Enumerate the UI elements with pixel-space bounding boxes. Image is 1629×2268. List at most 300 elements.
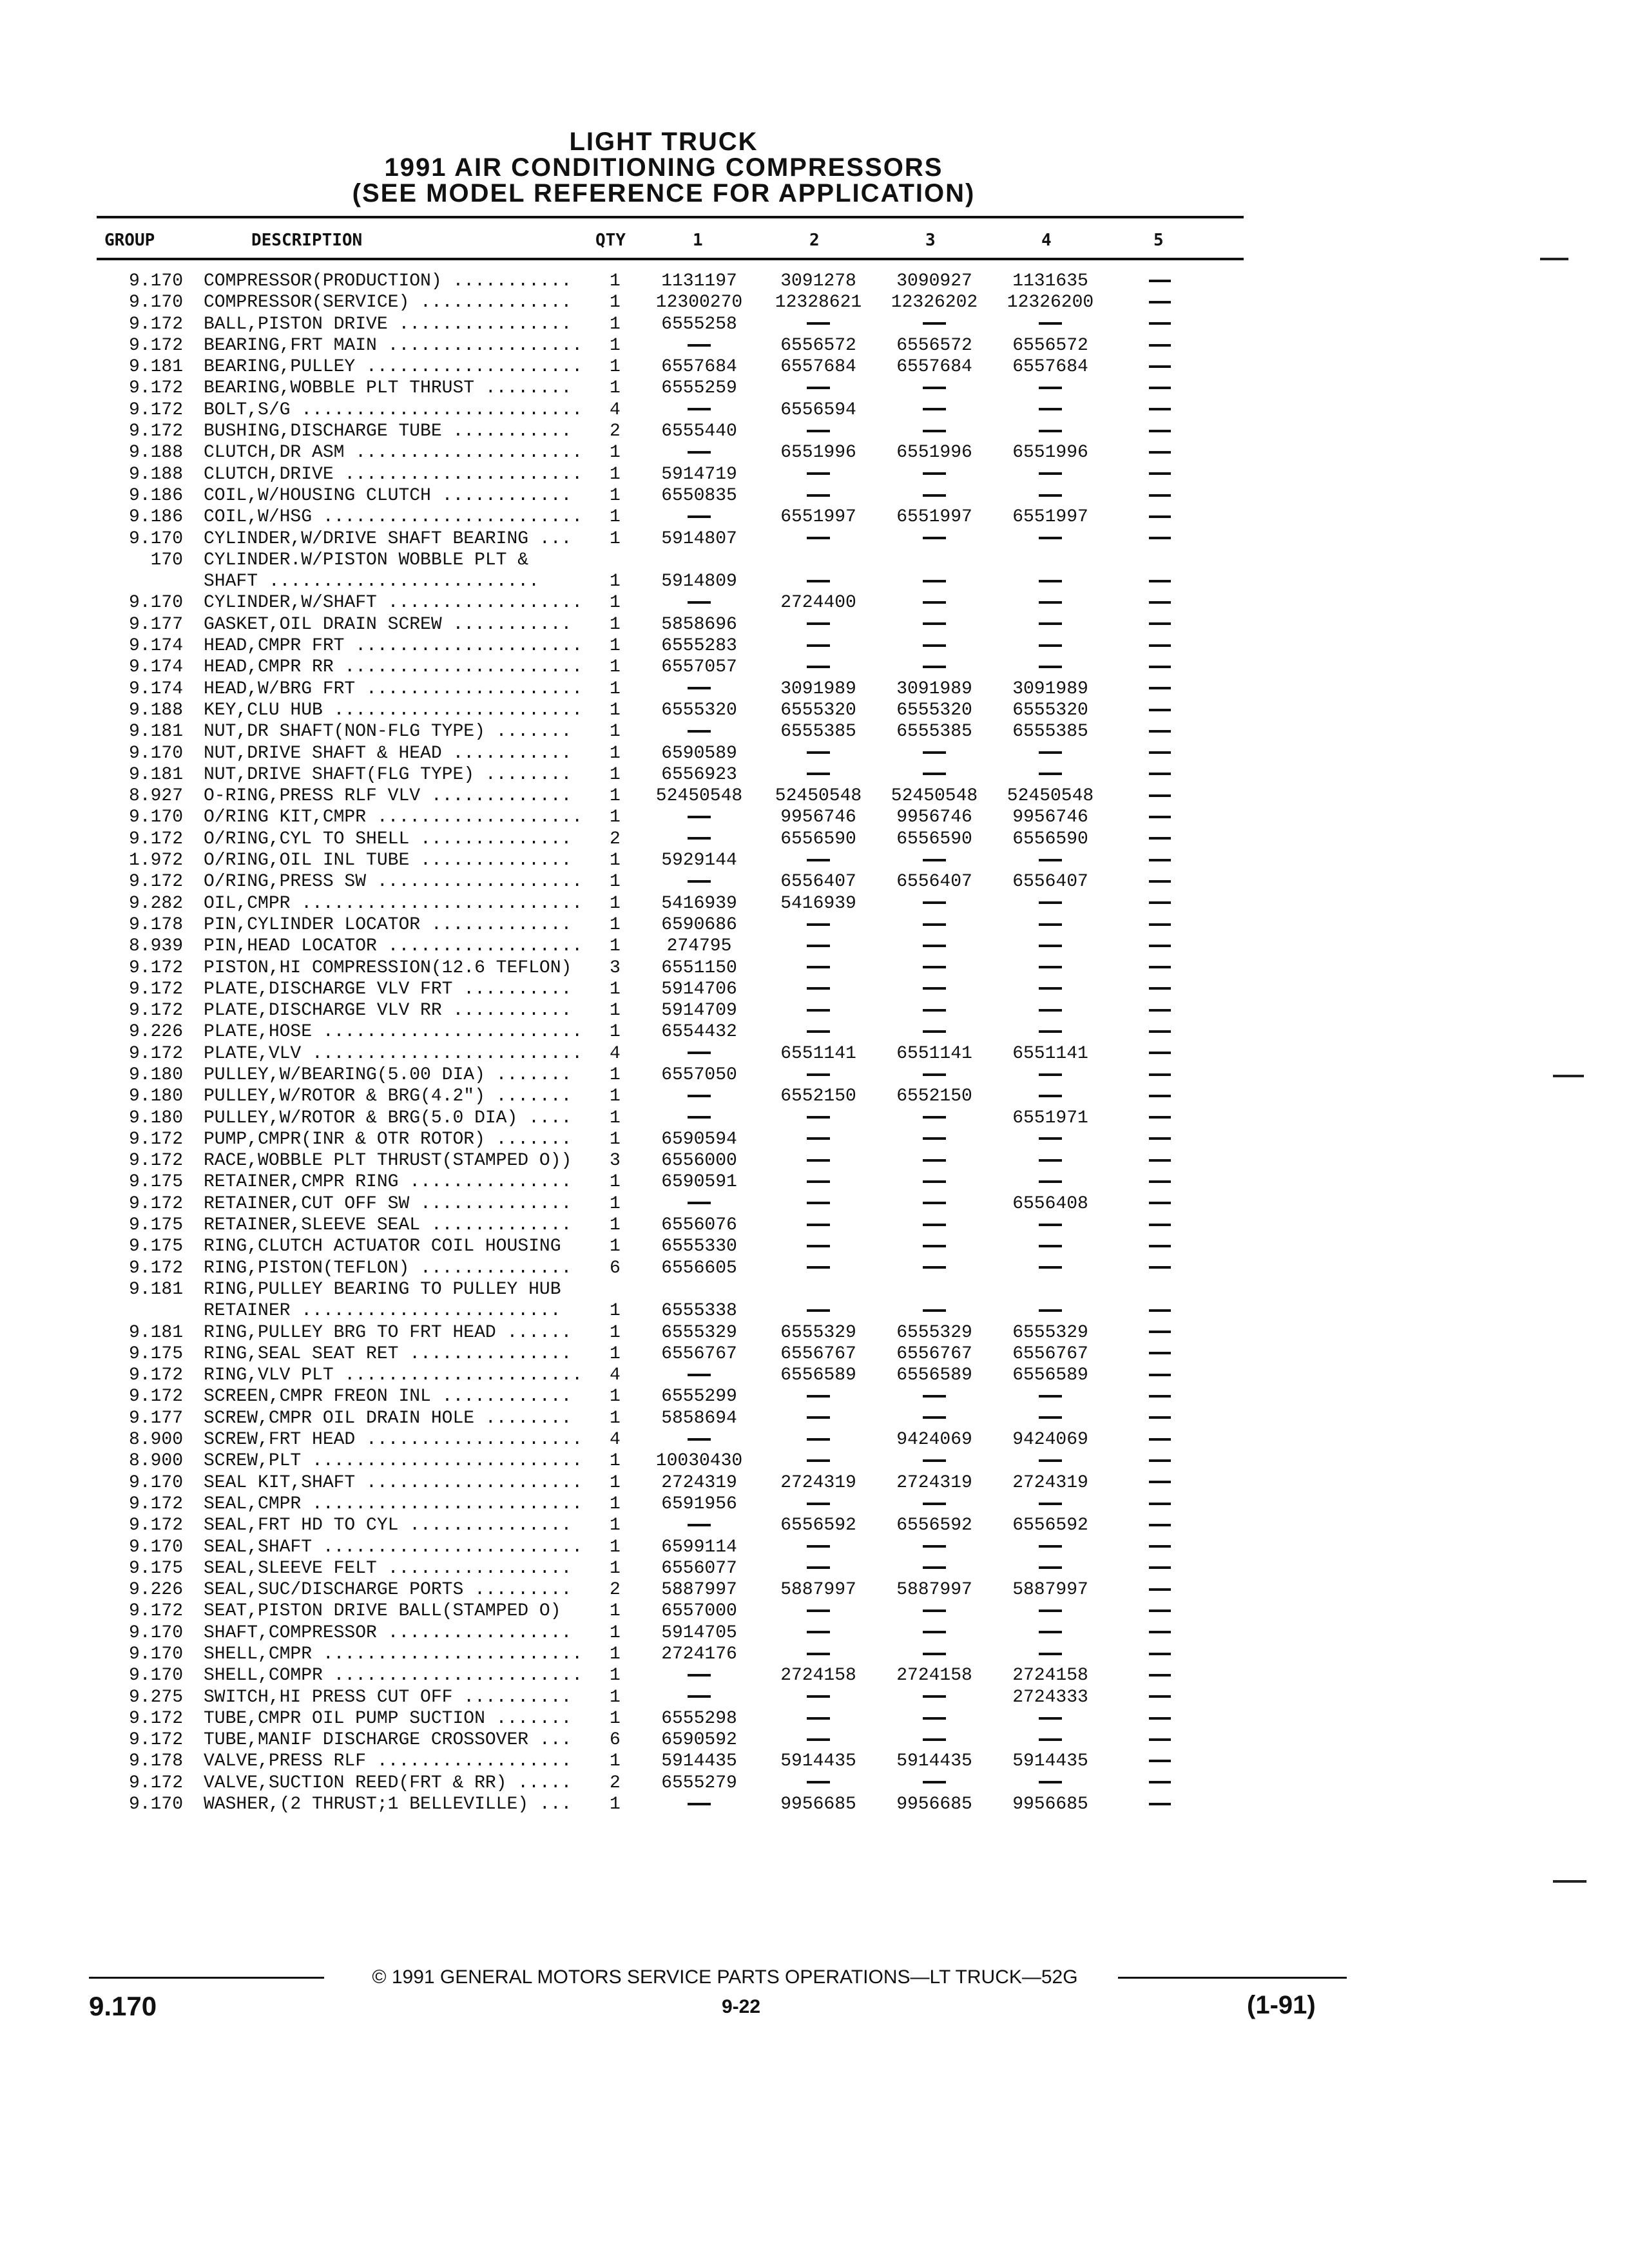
part-number-col-1: 5914705 — [661, 1622, 737, 1643]
part-number-col-4 — [989, 464, 1112, 485]
part-number-col-3 — [873, 1644, 996, 1665]
group-cell: 9.186 — [128, 507, 183, 528]
not-applicable-dash — [688, 1803, 711, 1805]
part-number-col-4 — [989, 850, 1112, 871]
not-applicable-dash — [923, 494, 946, 497]
part-number-col-3: 6556572 — [896, 335, 972, 356]
not-applicable-dash — [807, 1738, 830, 1741]
part-number-col-2 — [757, 850, 880, 871]
part-number-col-2 — [757, 764, 880, 785]
part-number-col-5 — [1147, 1236, 1173, 1257]
not-applicable-dash — [923, 1631, 946, 1633]
qty-cell: 1 — [610, 786, 621, 807]
group-cell: 9.170 — [128, 1644, 183, 1664]
group-cell: 8.900 — [128, 1430, 183, 1450]
part-number-col-1 — [638, 829, 760, 850]
group-cell: 9.172 — [128, 1387, 183, 1407]
table-row — [0, 1729, 1629, 1751]
not-applicable-dash — [807, 1030, 830, 1033]
part-number-col-4 — [989, 1558, 1112, 1579]
not-applicable-dash — [1039, 537, 1062, 539]
not-applicable-dash — [923, 1566, 946, 1569]
part-number-col-4 — [989, 1644, 1112, 1665]
qty-cell: 6 — [610, 1730, 621, 1751]
not-applicable-dash — [807, 773, 830, 775]
part-number-col-3: 5914435 — [896, 1751, 972, 1772]
part-number-col-5 — [1147, 893, 1173, 914]
qty-cell: 1 — [610, 893, 621, 914]
table-row — [0, 1472, 1629, 1494]
not-applicable-dash — [1149, 945, 1171, 947]
not-applicable-dash — [807, 1717, 830, 1720]
part-number-col-5 — [1147, 850, 1173, 871]
table-row — [0, 314, 1629, 335]
not-applicable-dash — [1149, 1309, 1171, 1312]
part-number-col-3 — [873, 571, 996, 592]
qty-cell: 3 — [610, 957, 621, 978]
not-applicable-dash — [1149, 515, 1171, 518]
part-number-col-1: 6555298 — [661, 1708, 737, 1729]
part-number-col-1: 5914435 — [661, 1751, 737, 1772]
group-cell: 9.172 — [128, 1001, 183, 1021]
group-cell: 9.175 — [128, 1172, 183, 1193]
part-number-col-3: 6555329 — [896, 1322, 972, 1343]
group-cell: 9.188 — [128, 700, 183, 720]
not-applicable-dash — [923, 1503, 946, 1505]
group-cell: 9.172 — [128, 1365, 183, 1386]
part-number-col-4 — [989, 936, 1112, 957]
description-cell: BEARING,PULLEY .................... — [204, 357, 583, 378]
group-cell: 9.186 — [128, 485, 183, 506]
not-applicable-dash — [1039, 1159, 1062, 1162]
not-applicable-dash — [1149, 1588, 1171, 1591]
not-applicable-dash — [688, 1674, 711, 1677]
not-applicable-dash — [923, 751, 946, 754]
qty-cell: 1 — [610, 700, 621, 720]
part-number-col-1: 6556077 — [661, 1558, 737, 1579]
part-number-col-4: 6551997 — [1012, 507, 1088, 528]
description-cell: BUSHING,DISCHARGE TUBE ........... — [204, 421, 572, 442]
not-applicable-dash — [807, 1438, 830, 1441]
qty-cell: 2 — [610, 1580, 621, 1600]
not-applicable-dash — [1149, 537, 1171, 539]
description-cell: SEAL,FRT HD TO CYL ............... — [204, 1515, 572, 1536]
description-cell: RACE,WOBBLE PLT THRUST(STAMPED O)) — [204, 1151, 572, 1171]
part-number-col-4 — [989, 1215, 1112, 1236]
part-number-col-5 — [1147, 871, 1173, 892]
description-cell: CYLINDER,W/SHAFT .................. — [204, 593, 583, 613]
part-number-col-1 — [638, 442, 760, 463]
part-number-col-3 — [873, 893, 996, 914]
group-cell: 9.170 — [128, 743, 183, 764]
part-number-col-4: 6556767 — [1012, 1343, 1088, 1364]
part-number-col-3: 12326202 — [891, 293, 978, 313]
not-applicable-dash — [1039, 923, 1062, 926]
not-applicable-dash — [1149, 494, 1171, 497]
group-cell: 9.172 — [128, 378, 183, 399]
not-applicable-dash — [1149, 730, 1171, 733]
part-number-col-3 — [873, 1021, 996, 1043]
header-col-1: 1 — [693, 231, 703, 250]
part-number-col-3 — [873, 1600, 996, 1622]
table-row — [0, 421, 1629, 442]
part-number-col-3 — [873, 1687, 996, 1708]
description-cell: CYLINDER.W/PISTON WOBBLE PLT & — [204, 550, 529, 570]
part-number-col-3: 6552150 — [896, 1086, 972, 1107]
not-applicable-dash — [807, 1610, 830, 1612]
not-applicable-dash — [1149, 1137, 1171, 1140]
part-number-col-1 — [638, 335, 760, 356]
not-applicable-dash — [923, 859, 946, 861]
qty-cell: 1 — [610, 314, 621, 334]
not-applicable-dash — [923, 773, 946, 775]
part-number-col-4 — [989, 1729, 1112, 1751]
part-number-col-5 — [1147, 743, 1173, 764]
part-number-col-4: 6556572 — [1012, 335, 1088, 356]
group-cell: 9.172 — [128, 1258, 183, 1278]
part-number-col-5 — [1147, 399, 1173, 421]
part-number-col-2 — [757, 657, 880, 678]
table-row — [0, 292, 1629, 313]
qty-cell: 2 — [610, 829, 621, 849]
part-number-col-4: 6556407 — [1012, 872, 1088, 892]
table-row — [0, 1687, 1629, 1708]
table-row — [0, 378, 1629, 399]
not-applicable-dash — [1149, 1481, 1171, 1483]
part-number-col-4: 52450548 — [1007, 786, 1094, 807]
part-number-col-4 — [989, 1150, 1112, 1171]
not-applicable-dash — [923, 1738, 946, 1741]
description-cell: VALVE,PRESS RLF .................. — [204, 1751, 572, 1772]
part-number-col-5 — [1147, 1537, 1173, 1558]
not-applicable-dash — [807, 1245, 830, 1247]
part-number-col-1 — [638, 1665, 760, 1686]
part-number-col-1: 1131197 — [661, 271, 737, 291]
part-number-col-3 — [873, 592, 996, 613]
not-applicable-dash — [807, 1566, 830, 1569]
not-applicable-dash — [1039, 1416, 1062, 1419]
group-cell: 9.188 — [128, 443, 183, 463]
not-applicable-dash — [807, 751, 830, 754]
part-number-col-5 — [1147, 678, 1173, 700]
group-cell: 9.172 — [128, 1151, 183, 1171]
group-cell: 9.181 — [128, 764, 183, 785]
not-applicable-dash — [807, 1309, 830, 1312]
description-cell: SCREW,PLT ......................... — [204, 1451, 583, 1472]
not-applicable-dash — [1039, 773, 1062, 775]
description-cell: RETAINER,CMPR RING ............... — [204, 1172, 572, 1193]
table-row — [0, 592, 1629, 613]
description-cell: PIN,CYLINDER LOCATOR ............. — [204, 914, 572, 935]
part-number-col-3: 2724319 — [896, 1472, 972, 1493]
part-number-col-5 — [1147, 1687, 1173, 1708]
footer-group-ref: 9.170 — [89, 1991, 157, 2021]
table-row — [0, 1021, 1629, 1043]
qty-cell: 1 — [610, 1472, 621, 1493]
description-cell: HEAD,W/BRG FRT .................... — [204, 678, 583, 699]
part-number-col-5 — [1147, 1108, 1173, 1129]
part-number-col-1 — [638, 592, 760, 613]
table-row — [0, 1043, 1629, 1064]
not-applicable-dash — [1149, 773, 1171, 775]
not-applicable-dash — [807, 1416, 830, 1419]
part-number-col-1: 6555279 — [661, 1773, 737, 1793]
not-applicable-dash — [1149, 301, 1171, 303]
not-applicable-dash — [807, 387, 830, 389]
not-applicable-dash — [807, 1266, 830, 1269]
part-number-col-2 — [757, 1708, 880, 1729]
not-applicable-dash — [1039, 987, 1062, 990]
not-applicable-dash — [1149, 1116, 1171, 1119]
description-cell: BOLT,S/G .......................... — [204, 399, 583, 420]
not-applicable-dash — [1149, 1459, 1171, 1462]
table-row — [0, 1150, 1629, 1171]
not-applicable-dash — [1149, 794, 1171, 797]
group-cell: 9.180 — [128, 1064, 183, 1085]
part-number-col-1: 6590686 — [661, 914, 737, 935]
part-number-col-2 — [757, 464, 880, 485]
not-applicable-dash — [923, 472, 946, 475]
part-number-col-4 — [989, 421, 1112, 442]
not-applicable-dash — [1149, 1352, 1171, 1354]
description-cell: CYLINDER,W/DRIVE SHAFT BEARING ... — [204, 528, 572, 549]
not-applicable-dash — [1149, 1610, 1171, 1612]
group-cell: 9.172 — [128, 979, 183, 999]
part-number-col-3: 5887997 — [896, 1580, 972, 1600]
not-applicable-dash — [1149, 1503, 1171, 1505]
part-number-col-4 — [989, 1064, 1112, 1086]
part-number-col-2 — [757, 1600, 880, 1622]
part-number-col-2: 6555320 — [780, 700, 856, 720]
part-number-col-1: 6599114 — [661, 1537, 737, 1557]
not-applicable-dash — [1039, 1095, 1062, 1097]
table-row — [0, 1193, 1629, 1215]
not-applicable-dash — [1149, 1052, 1171, 1054]
group-cell: 9.175 — [128, 1215, 183, 1236]
part-number-col-4 — [989, 635, 1112, 657]
part-number-col-5 — [1147, 1322, 1173, 1343]
not-applicable-dash — [1149, 1245, 1171, 1247]
not-applicable-dash — [1149, 687, 1171, 689]
part-number-col-2 — [757, 1429, 880, 1450]
description-cell: PLATE,VLV ......................... — [204, 1043, 583, 1064]
part-number-col-1: 6554432 — [661, 1022, 737, 1043]
part-number-col-3 — [873, 850, 996, 871]
table-row — [0, 1794, 1629, 1815]
not-applicable-dash — [1039, 580, 1062, 582]
part-number-col-2: 6556767 — [780, 1343, 856, 1364]
not-applicable-dash — [807, 1202, 830, 1204]
part-number-col-3 — [873, 614, 996, 635]
part-number-col-1: 6556767 — [661, 1343, 737, 1364]
part-number-col-3: 6556592 — [896, 1515, 972, 1536]
description-cell: RETAINER,CUT OFF SW .............. — [204, 1193, 572, 1214]
table-row — [0, 1258, 1629, 1279]
part-number-col-1 — [638, 1515, 760, 1536]
qty-cell: 1 — [610, 1794, 621, 1815]
qty-cell: 1 — [610, 464, 621, 485]
table-row — [0, 335, 1629, 356]
group-cell: 9.180 — [128, 1108, 183, 1128]
part-number-col-1: 6555259 — [661, 378, 737, 399]
group-cell: 9.172 — [128, 1708, 183, 1729]
group-cell: 8.927 — [128, 786, 183, 807]
not-applicable-dash — [807, 923, 830, 926]
part-number-col-3 — [873, 657, 996, 678]
part-number-col-2 — [757, 957, 880, 979]
part-number-col-4: 6551141 — [1012, 1043, 1088, 1064]
part-number-col-2 — [757, 1729, 880, 1751]
not-applicable-dash — [1039, 387, 1062, 389]
not-applicable-dash — [1149, 1374, 1171, 1376]
not-applicable-dash — [688, 1374, 711, 1376]
not-applicable-dash — [1039, 1266, 1062, 1269]
not-applicable-dash — [1149, 1545, 1171, 1548]
qty-cell: 1 — [610, 614, 621, 635]
qty-cell: 1 — [610, 1687, 621, 1707]
group-cell: 9.275 — [128, 1687, 183, 1707]
part-number-col-2: 52450548 — [775, 786, 862, 807]
not-applicable-dash — [807, 987, 830, 990]
not-applicable-dash — [923, 1459, 946, 1462]
part-number-col-2 — [757, 1129, 880, 1150]
table-row — [0, 1129, 1629, 1150]
group-cell: 9.172 — [128, 335, 183, 356]
part-number-col-5 — [1147, 1558, 1173, 1579]
part-number-col-2: 6556589 — [780, 1365, 856, 1386]
part-number-col-2 — [757, 1622, 880, 1644]
part-number-col-4: 6555385 — [1012, 722, 1088, 742]
description-cell: SCREEN,CMPR FREON INL ............ — [204, 1387, 572, 1407]
part-number-col-2: 9956685 — [780, 1794, 856, 1815]
part-number-col-4 — [989, 1300, 1112, 1321]
not-applicable-dash — [1039, 1245, 1062, 1247]
table-row — [0, 1622, 1629, 1644]
qty-cell: 1 — [610, 1387, 621, 1407]
part-number-col-5 — [1147, 700, 1173, 721]
part-number-col-4: 12326200 — [1007, 293, 1094, 313]
part-number-col-3 — [873, 1494, 996, 1515]
not-applicable-dash — [923, 1116, 946, 1119]
group-cell: 9.172 — [128, 1043, 183, 1064]
part-number-col-1 — [638, 1108, 760, 1129]
not-applicable-dash — [1149, 1653, 1171, 1655]
part-number-col-5 — [1147, 1129, 1173, 1150]
not-applicable-dash — [923, 666, 946, 668]
part-number-col-3 — [873, 1150, 996, 1171]
header-col-5: 5 — [1153, 231, 1164, 250]
not-applicable-dash — [923, 322, 946, 325]
part-number-col-1: 274795 — [666, 936, 732, 957]
group-cell: 9.172 — [128, 1773, 183, 1793]
part-number-col-5 — [1147, 1708, 1173, 1729]
group-cell: 9.226 — [128, 1580, 183, 1600]
part-number-col-4 — [989, 893, 1112, 914]
part-number-col-1: 6557057 — [661, 657, 737, 678]
description-cell: SHELL,COMPR ....................... — [204, 1666, 583, 1686]
not-applicable-dash — [923, 622, 946, 625]
qty-cell: 1 — [610, 293, 621, 313]
table-row — [0, 1279, 1629, 1300]
not-applicable-dash — [1149, 966, 1171, 968]
part-number-col-5 — [1147, 335, 1173, 356]
part-number-col-2 — [757, 485, 880, 506]
not-applicable-dash — [807, 1653, 830, 1655]
part-number-col-5 — [1147, 1450, 1173, 1472]
group-cell: 9.172 — [128, 1129, 183, 1149]
description-cell: SCREW,FRT HEAD .................... — [204, 1430, 583, 1450]
table-row — [0, 914, 1629, 936]
part-number-col-5 — [1147, 592, 1173, 613]
group-cell: 9.170 — [128, 1472, 183, 1493]
description-cell: RING,PULLEY BEARING TO PULLEY HUB — [204, 1279, 561, 1300]
qty-cell: 1 — [610, 507, 621, 528]
part-number-col-2 — [757, 614, 880, 635]
part-number-col-1: 12300270 — [655, 293, 743, 313]
part-number-col-3 — [873, 528, 996, 550]
not-applicable-dash — [1149, 1781, 1171, 1783]
part-number-col-1: 5858696 — [661, 614, 737, 635]
part-number-col-2 — [757, 1108, 880, 1129]
table-row — [0, 893, 1629, 914]
part-number-col-2: 6555385 — [780, 722, 856, 742]
not-applicable-dash — [807, 494, 830, 497]
part-number-col-4 — [989, 1600, 1112, 1622]
part-number-col-3 — [873, 421, 996, 442]
part-number-col-1 — [638, 1687, 760, 1708]
part-number-col-3 — [873, 1171, 996, 1193]
part-number-col-5 — [1147, 528, 1173, 550]
not-applicable-dash — [1149, 601, 1171, 604]
qty-cell: 1 — [610, 1172, 621, 1193]
qty-cell: 1 — [610, 872, 621, 892]
part-number-col-1: 6557050 — [661, 1064, 737, 1085]
qty-cell: 1 — [610, 593, 621, 613]
part-number-col-4: 6551996 — [1012, 443, 1088, 463]
part-number-col-3: 6556590 — [896, 829, 972, 849]
part-number-col-4 — [989, 743, 1112, 764]
group-cell: 9.172 — [128, 1730, 183, 1751]
group-cell: 9.175 — [128, 1558, 183, 1579]
description-cell: PULLEY,W/ROTOR & BRG(5.0 DIA) .... — [204, 1108, 572, 1128]
part-number-col-5 — [1147, 914, 1173, 936]
qty-cell: 1 — [610, 1515, 621, 1536]
not-applicable-dash — [1039, 408, 1062, 410]
not-applicable-dash — [807, 430, 830, 432]
qty-cell: 1 — [610, 764, 621, 785]
header-col-2: 2 — [809, 231, 820, 250]
not-applicable-dash — [1039, 1309, 1062, 1312]
footer-page-number: 9-22 — [721, 1996, 761, 2017]
description-cell: PULLEY,W/ROTOR & BRG(4.2") ....... — [204, 1086, 572, 1107]
group-cell: 9.175 — [128, 1343, 183, 1364]
part-number-col-3 — [873, 1258, 996, 1279]
part-number-col-3: 9956746 — [896, 807, 972, 828]
part-number-col-3: 6551997 — [896, 507, 972, 528]
part-number-col-1: 6555258 — [661, 314, 737, 334]
part-number-col-5 — [1147, 1258, 1173, 1279]
qty-cell: 1 — [610, 914, 621, 935]
not-applicable-dash — [1039, 1781, 1062, 1783]
not-applicable-dash — [688, 601, 711, 604]
not-applicable-dash — [1149, 666, 1171, 668]
part-number-col-3: 9424069 — [896, 1430, 972, 1450]
not-applicable-dash — [1149, 1738, 1171, 1741]
part-number-col-1: 6555440 — [661, 421, 737, 442]
description-cell: TUBE,CMPR OIL PUMP SUCTION ....... — [204, 1708, 572, 1729]
part-number-col-2 — [757, 1558, 880, 1579]
table-row — [0, 1215, 1629, 1236]
